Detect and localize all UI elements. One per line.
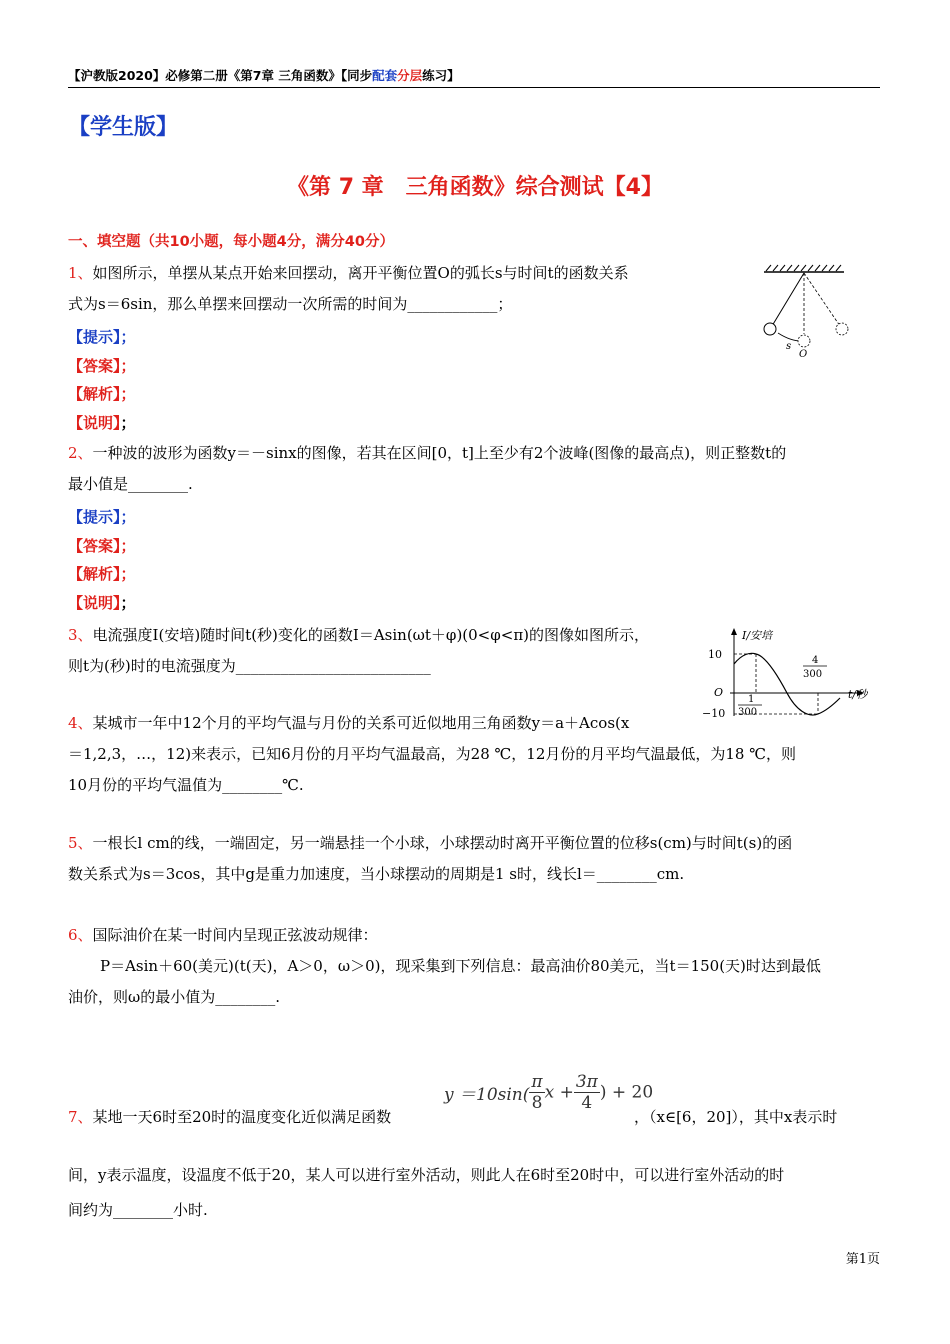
x-axis-label: t/秒 (848, 688, 868, 701)
header-text-blue: 配套 (372, 68, 398, 83)
page-header (68, 66, 880, 88)
question-text: 某地一天6时至20时的温度变化近似满足函数 (92, 1108, 392, 1126)
analysis-label: 【解析】； (68, 385, 136, 403)
formula-7 (444, 1072, 653, 1113)
question-text: 电流强度I(安培)随时间t(秒)变化的函数I＝Asin(ωt＋φ)(0<φ<π)的图像如图所示， (92, 626, 650, 644)
question-text: 一根长l cm的线，一端固定，另一端悬挂一个小球，小球摆动时离开平衡位置的位移s(cm)与时间t(s)的函 (92, 834, 793, 852)
question-text: ，（x∈[6，20]），其中x表示时 (634, 1108, 838, 1126)
question-text: 则t为(秒)时的电流强度为__________________________ (68, 657, 431, 675)
question-text: 某城市一年中12个月的平均气温与月份的关系可近似地用三角函数y＝a＋Acos(x (92, 714, 630, 732)
question-5 (68, 828, 883, 890)
question-7-cont (68, 1160, 883, 1226)
question-number: 4、 (68, 714, 93, 732)
question-text: P＝Asin＋60(美元)(t(天)，A＞0，ω＞0)，现采集到下列信息：最高油价80美元，当t＝150(天)时达到最低 (100, 957, 821, 975)
question-text: 间，y表示温度，设温度不低于20，某人可以进行室外活动，则此人在6时至20时中，可以进行室外活动的时 (68, 1166, 785, 1184)
header-text: 【沪教版2020】必修第二册《第7章 三角函数》【同步 (68, 68, 373, 83)
hint-label: 【提示】； (68, 508, 136, 526)
question-text: 一种波的波形为函数y＝－sinx的图像，若其在区间[0，t]上至少有2个波峰(图像的最高点)，则正整数t的 (92, 444, 787, 462)
question-text: 间约为________小时. (68, 1201, 208, 1219)
answer-label: 【答案】； (68, 537, 136, 555)
question-text: ＝1,2,3，…，12)来表示，已知6月份的月平均气温最高，为28 ℃，12月份的月平均气温最低，为18 ℃，则 (68, 745, 797, 763)
y-tick-top: 10 (708, 648, 722, 661)
question-text: 最小值是________. (68, 475, 193, 493)
note-label: 【说明】； (68, 414, 136, 432)
question-text: 数关系式为s＝3cos，其中g是重力加速度，当小球摆动的周期是1 s时，线长l＝________cm. (68, 865, 685, 883)
t2-numerator: 4 (812, 655, 819, 666)
question-6 (68, 920, 883, 1013)
y-tick-bottom: −10 (702, 707, 726, 720)
question-number: 1、 (68, 264, 93, 282)
question-number: 3、 (68, 626, 93, 644)
arc-label-s: s (786, 341, 792, 352)
question-number: 6、 (68, 926, 93, 944)
question-text: 国际油价在某一时间内呈现正弦波动规律： (92, 926, 378, 944)
origin-label: O (799, 349, 808, 360)
analysis-label: 【解析】； (68, 565, 136, 583)
formula-rhs: ) + 20 (599, 1082, 654, 1103)
header-text-red: 分层 (397, 68, 423, 83)
pendulum-figure (758, 262, 850, 362)
t2-denominator: 300 (803, 669, 823, 680)
question-text: 如图所示，单摆从某点开始来回摆动，离开平衡位置O的弧长s与时间t的函数关系 (92, 264, 629, 282)
page-title: 《第 7 章 三角函数》综合测试【4】 (287, 175, 663, 200)
header-text-end: 练习】 (422, 68, 460, 83)
t1-numerator: 1 (748, 694, 755, 705)
question-4 (68, 708, 883, 801)
formula-lhs: y ＝10sin( (444, 1085, 530, 1105)
question-number: 7、 (68, 1108, 93, 1126)
hint-label: 【提示】； (68, 328, 136, 346)
t1-denominator: 300 (738, 707, 758, 718)
question-2 (68, 438, 883, 500)
question-3 (68, 620, 708, 682)
answer-label: 【答案】； (68, 357, 136, 375)
question-number: 2、 (68, 444, 93, 462)
formula-mid: x + (544, 1082, 574, 1103)
question-text: 油价，则ω的最小值为________. (68, 988, 281, 1006)
current-graph-figure (700, 626, 880, 720)
formula-frac-2: $\frac{3\pi}{4}$ (575, 1072, 598, 1113)
question-1 (68, 258, 738, 320)
page-number: 第1页 (845, 1252, 880, 1267)
formula-frac-1: $\frac{\pi}{8}$ (531, 1072, 543, 1113)
origin-label: O (714, 686, 724, 699)
question-text: 式为s＝6sin，那么单摆来回摆动一次所需的时间为____________； (68, 295, 513, 313)
section-heading: 一、填空题（共10小题，每小题4分，满分40分） (68, 234, 394, 250)
note-label: 【说明】； (68, 594, 136, 612)
y-axis-label: I/安培 (742, 629, 773, 642)
question-number: 5、 (68, 834, 93, 852)
edition-label: 【学生版】 (68, 115, 179, 140)
question-text: 10月份的平均气温值为________℃. (68, 776, 304, 794)
